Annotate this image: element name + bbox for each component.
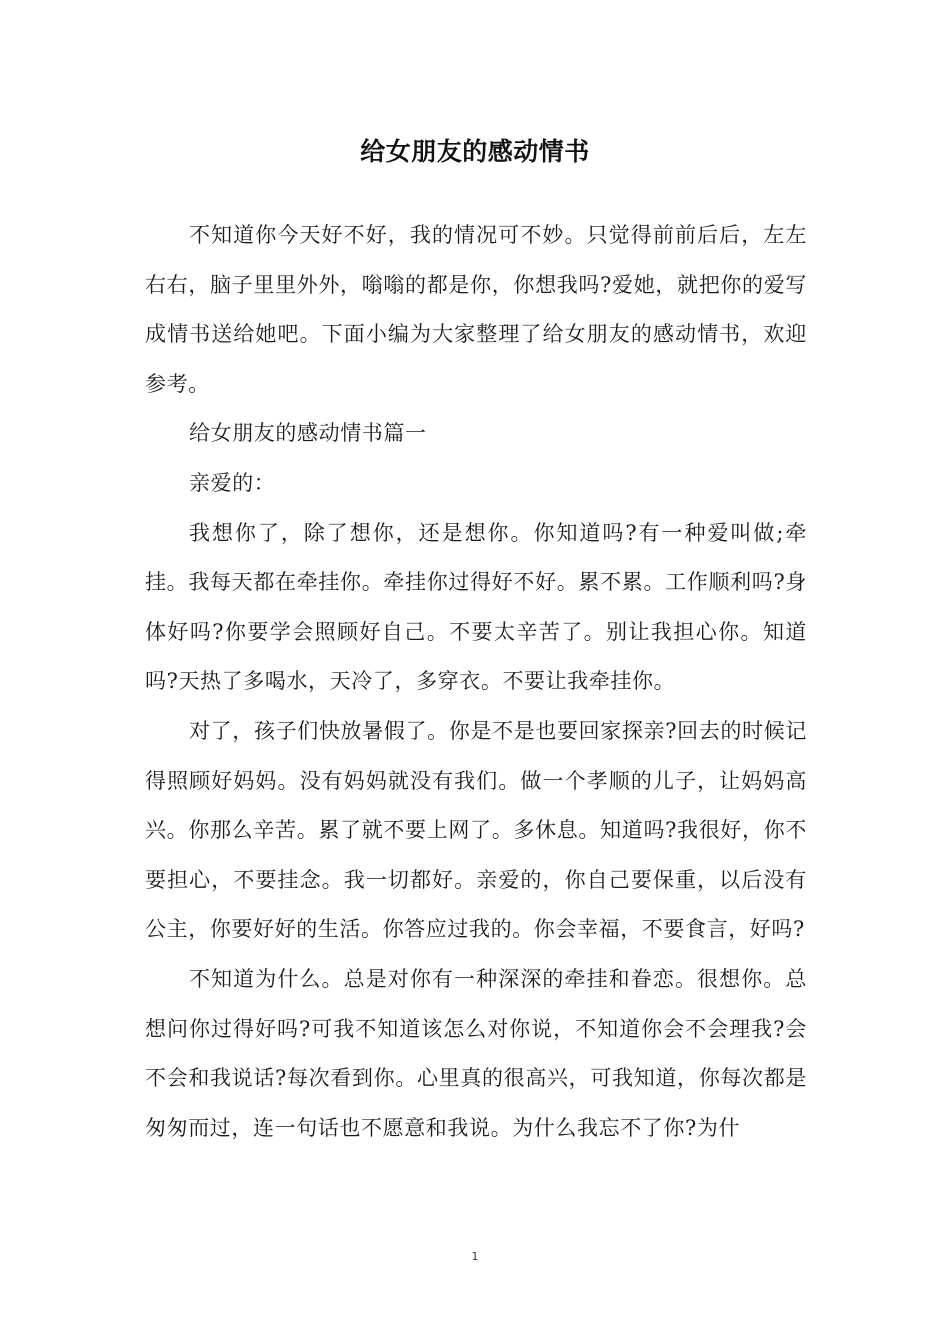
paragraph: 不知道为什么。总是对你有一种深深的牵挂和眷恋。很想你。总想问你过得好吗?可我不知道该怎么对你说，不知道你会不会理我?会不会和我说话?每次看到你。心里真的很高兴，可我知道，你每次都是匆匆而过，连一句话也不愿意和我说。为什么我忘不了你?为什 (145, 966, 807, 1140)
paragraph-intro: 不知道你今天好不好，我的情况可不妙。只觉得前前后后，左左右右，脑子里里外外，嗡嗡的都是你，你想我吗?爱她，就把你的爱写成情书送给她吧。下面小编为大家整理了给女朋友的感动情书，欢迎参考。 (145, 223, 807, 396)
salutation: 亲爱的： (189, 470, 276, 495)
paragraph: 对了，孩子们快放暑假了。你是不是也要回家探亲?回去的时候记得照顾好妈妈。没有妈妈就没有我们。做一个孝顺的儿子，让妈妈高兴。你那么辛苦。累了就不要上网了。多休息。知道吗?我很好，你不要担心，不要挂念。我一切都好。亲爱的，你自己要保重，以后没有公主，你要好好的生活。你答应过我的。你会幸福，不要食言，好吗? (145, 718, 807, 942)
document-title: 给女朋友的感动情书 (360, 137, 590, 166)
page-number: 1 (471, 1250, 479, 1263)
section-heading: 给女朋友的感动情书篇一 (189, 421, 427, 446)
document-body (145, 211, 807, 1153)
paragraph: 我想你了，除了想你，还是想你。你知道吗?有一种爱叫做;牵挂。我每天都在牵挂你。牵挂你过得好不好。累不累。工作顺利吗?身体好吗?你要学会照顾好自己。不要太辛苦了。别让我担心你。知道吗?天热了多喝水，天冷了，多穿衣。不要让我牵挂你。 (145, 520, 807, 694)
